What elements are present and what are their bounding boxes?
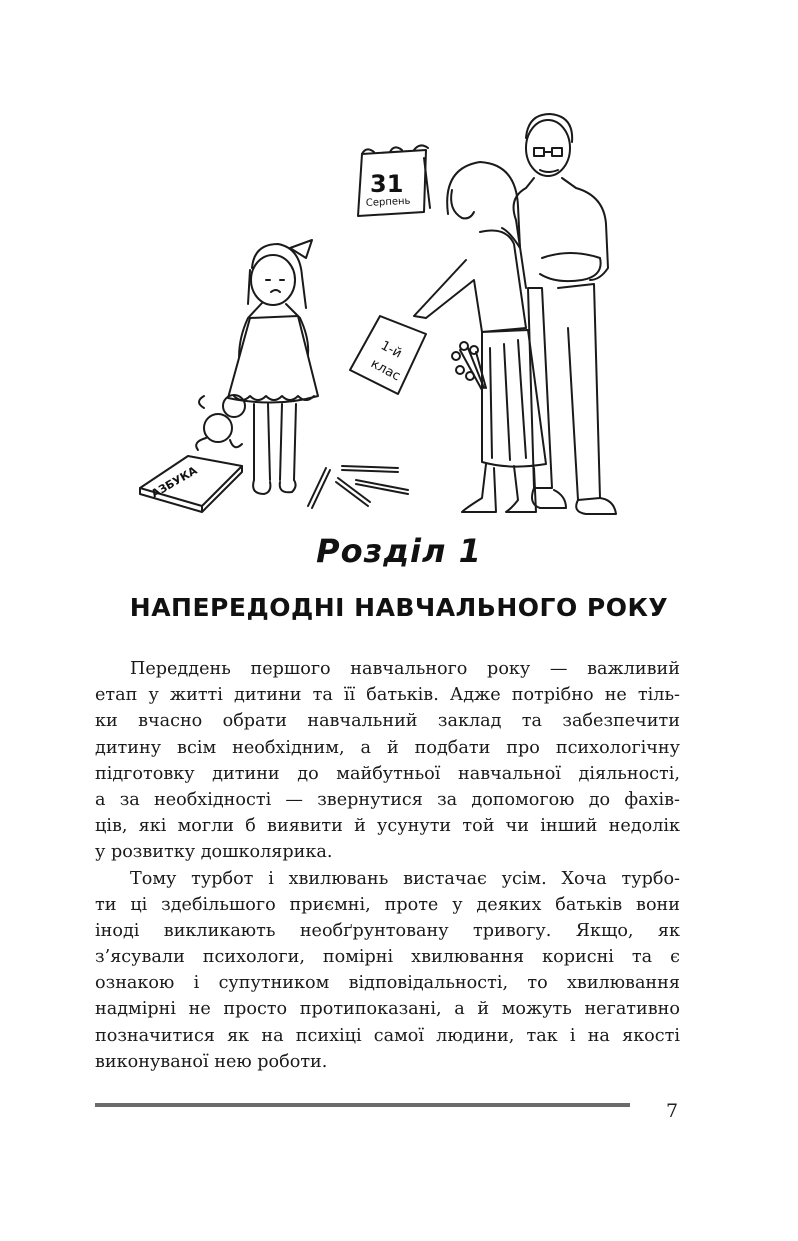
text-line: ознакою і супутником відповідальності, то хвилювання [95,973,680,994]
book-title: АЗБУКА [149,463,200,501]
text-line: надмірні не просто протипоказані, а й можуть негативно [95,999,680,1020]
paper-text-first: 1-й [378,338,405,362]
page-number: 7 [665,1100,679,1122]
chapter-title: НАПЕРЕДОДНІ НАВЧАЛЬНОГО РОКУ [129,593,669,622]
text-line: Переддень першого навчального року — важливий [130,659,680,679]
paper-text-second: клас [368,356,403,385]
flowers [452,342,486,390]
text-line: підготовку дитини до майбутньої навчальної діяльності, [95,763,680,784]
pencils [308,466,408,508]
chapter-label: Розділ 1 [316,532,482,570]
text-line: а за необхідності — звернутися за допомогою до фахів- [95,789,680,810]
text-line: позначитися як на психіці самої людини, так і на якості [95,1025,680,1046]
text-line: етап у житті дитини та її батьків. Адже потрібно не тіль- [95,685,680,706]
text-line: дитину всім необхідним, а й подбати про психологічну [95,737,680,758]
chapter-illustration [130,108,650,528]
text-line: ки вчасно обрати навчальний заклад та забезпечити [95,711,680,732]
text-line: у розвитку дошколярика. [95,842,333,863]
text-line: ців, які могли б виявити й усунути той чи інший недолік [95,816,680,837]
calendar-month: Серпень [365,195,411,209]
mother-figure [414,162,546,512]
class-paper [350,316,426,394]
calendar-day: 31 [370,170,404,198]
text-line: Тому турбот і хвилювань вистачає усім. Хоча турбо- [130,868,680,889]
text-line: ти ці здебільшого приємні, проте у деяких батьків вони [95,894,680,915]
girl-figure [228,240,318,494]
body-text [95,656,680,1075]
footer-rule [95,1103,630,1107]
toy-bear [196,395,245,450]
azbuka-book [140,456,242,512]
wall-calendar [358,145,430,216]
text-line: іноді викликають необґрунтовану тривогу. Якщо, як [95,920,680,941]
text-line: виконуваної нею роботи. [95,1051,328,1072]
text-line: з’ясували психологи, помірні хвилювання корисні та є [95,947,680,968]
